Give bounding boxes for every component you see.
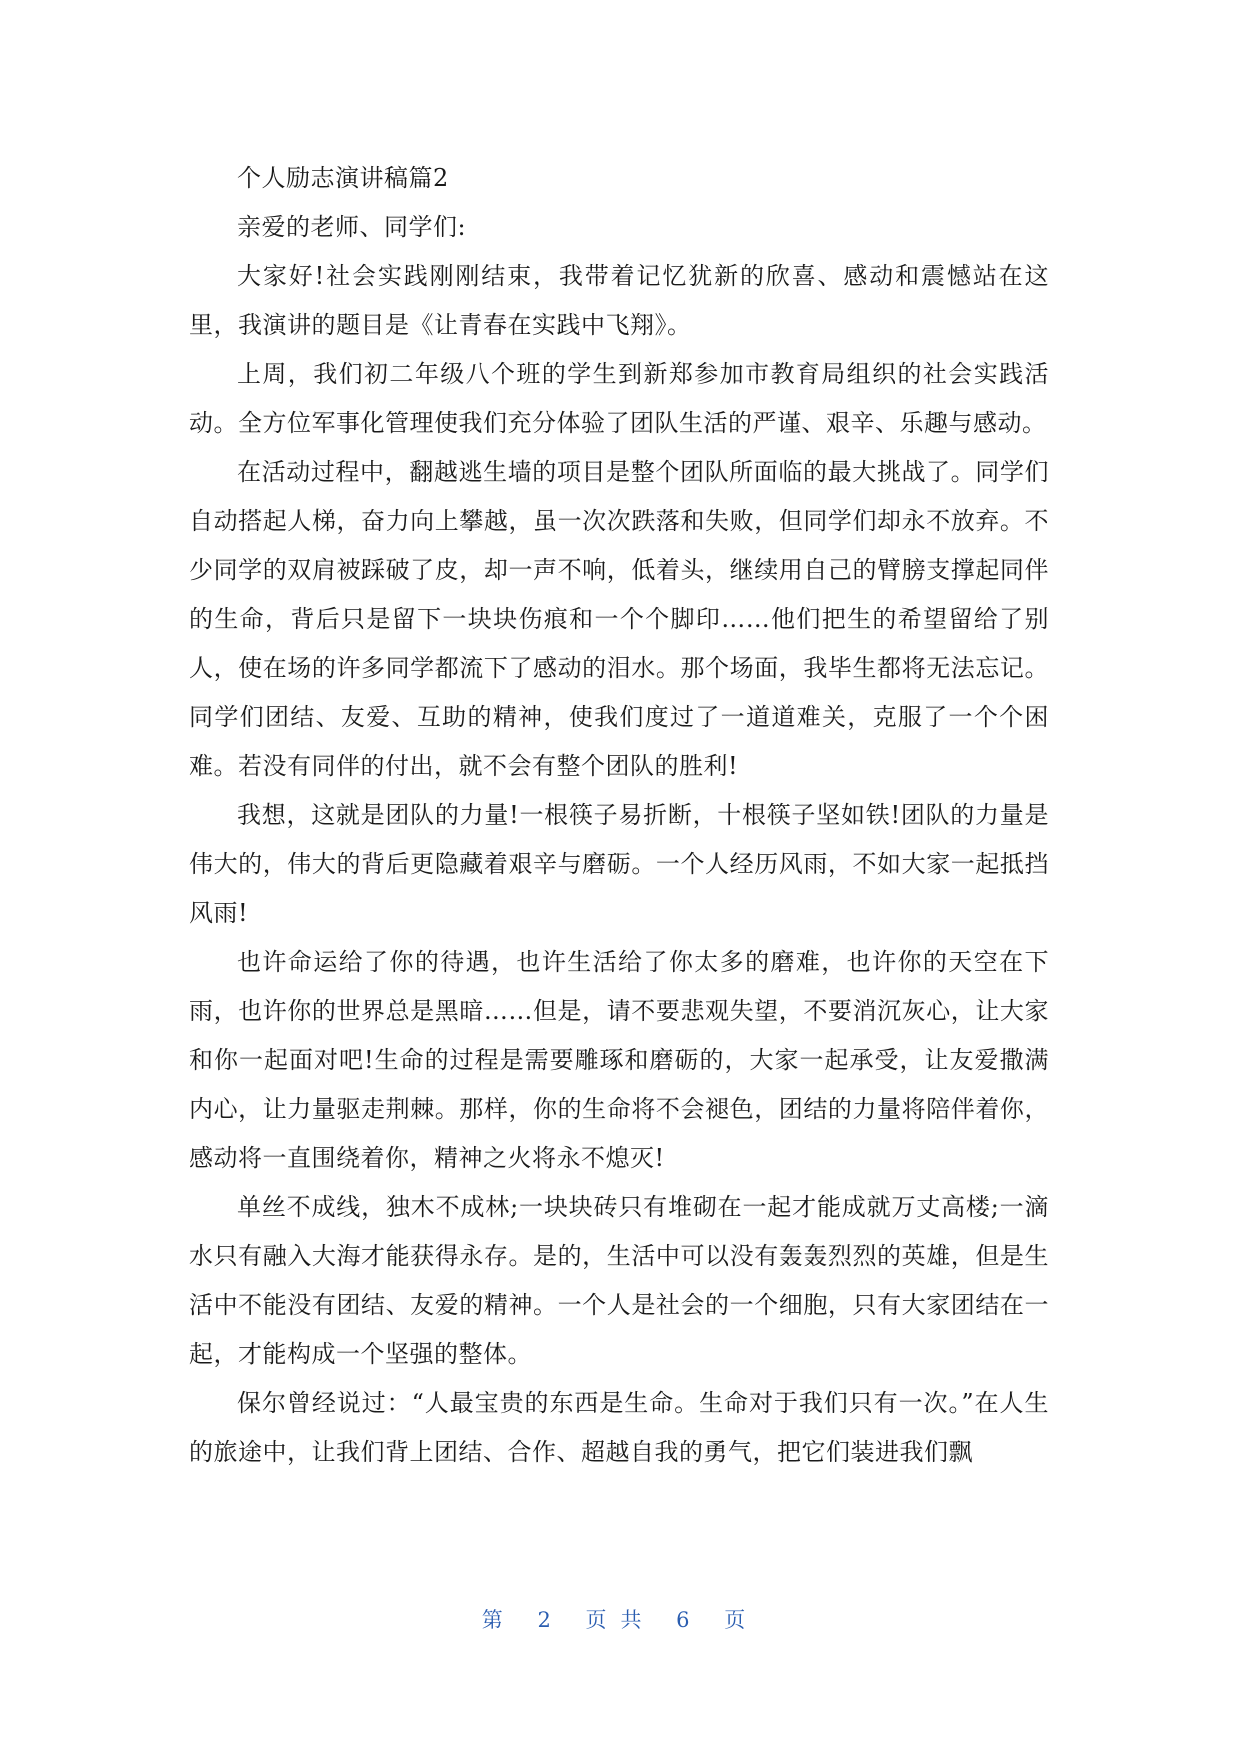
page-number-footer: 第 2 页共 6 页 <box>481 1608 760 1632</box>
paragraph: 在活动过程中，翻越逃生墙的项目是整个团队所面临的最大挑战了。同学们自动搭起人梯，奋力向上攀越，虽一次次跌落和失败，但同学们却永不放弃。不少同学的双肩被踩破了皮，却一声不响，低着头，继续用自己的臂膀支撑起同伴的生命，背后只是留下一块块伤痕和一个个脚印……他们把生的希望留给了别人，使在场的许多同学都流下了感动的泪水。那个场面，我毕生都将无法忘记。同学们团结、友爱、互助的精神，使我们度过了一道道难关，克服了一个个困难。若没有同伴的付出，就不会有整个团队的胜利! <box>189 458 1049 780</box>
paragraph: 我想，这就是团队的力量!一根筷子易折断，十根筷子坚如铁!团队的力量是伟大的，伟大的背后更隐藏着艰辛与磨砺。一个人经历风雨，不如大家一起抵挡风雨! <box>189 801 1049 927</box>
paragraph: 上周，我们初二年级八个班的学生到新郑参加市教育局组织的社会实践活动。全方位军事化管理使我们充分体验了团队生活的严谨、艰辛、乐趣与感动。 <box>189 360 1049 437</box>
paragraph: 也许命运给了你的待遇，也许生活给了你太多的磨难，也许你的天空在下雨，也许你的世界总是黑暗……但是，请不要悲观失望，不要消沉灰心，让大家和你一起面对吧!生命的过程是需要雕琢和磨砺的，大家一起承受，让友爱撒满内心，让力量驱走荆棘。那样，你的生命将不会褪色，团结的力量将陪伴着你，感动将一直围绕着你，精神之火将永不熄灭! <box>189 948 1049 1172</box>
paragraph: 大家好!社会实践刚刚结束，我带着记忆犹新的欣喜、感动和震憾站在这里，我演讲的题目是《让青春在实践中飞翔》。 <box>189 262 1049 339</box>
salutation: 亲爱的老师、同学们: <box>237 213 467 241</box>
paragraph: 单丝不成线，独木不成林;一块块砖只有堆砌在一起才能成就万丈高楼;一滴水只有融入大海才能获得永存。是的，生活中可以没有轰轰烈烈的英雄，但是生活中不能没有团结、友爱的精神。一个人是社会的一个细胞，只有大家团结在一起，才能构成一个坚强的整体。 <box>189 1193 1049 1368</box>
document-title: 个人励志演讲稿篇2 <box>237 164 449 192</box>
paragraph: 保尔曾经说过：“人最宝贵的东西是生命。生命对于我们只有一次。”在人生的旅途中，让我们背上团结、合作、超越自我的勇气，把它们装进我们飘 <box>189 1389 1049 1466</box>
document-body <box>189 154 1049 1477</box>
